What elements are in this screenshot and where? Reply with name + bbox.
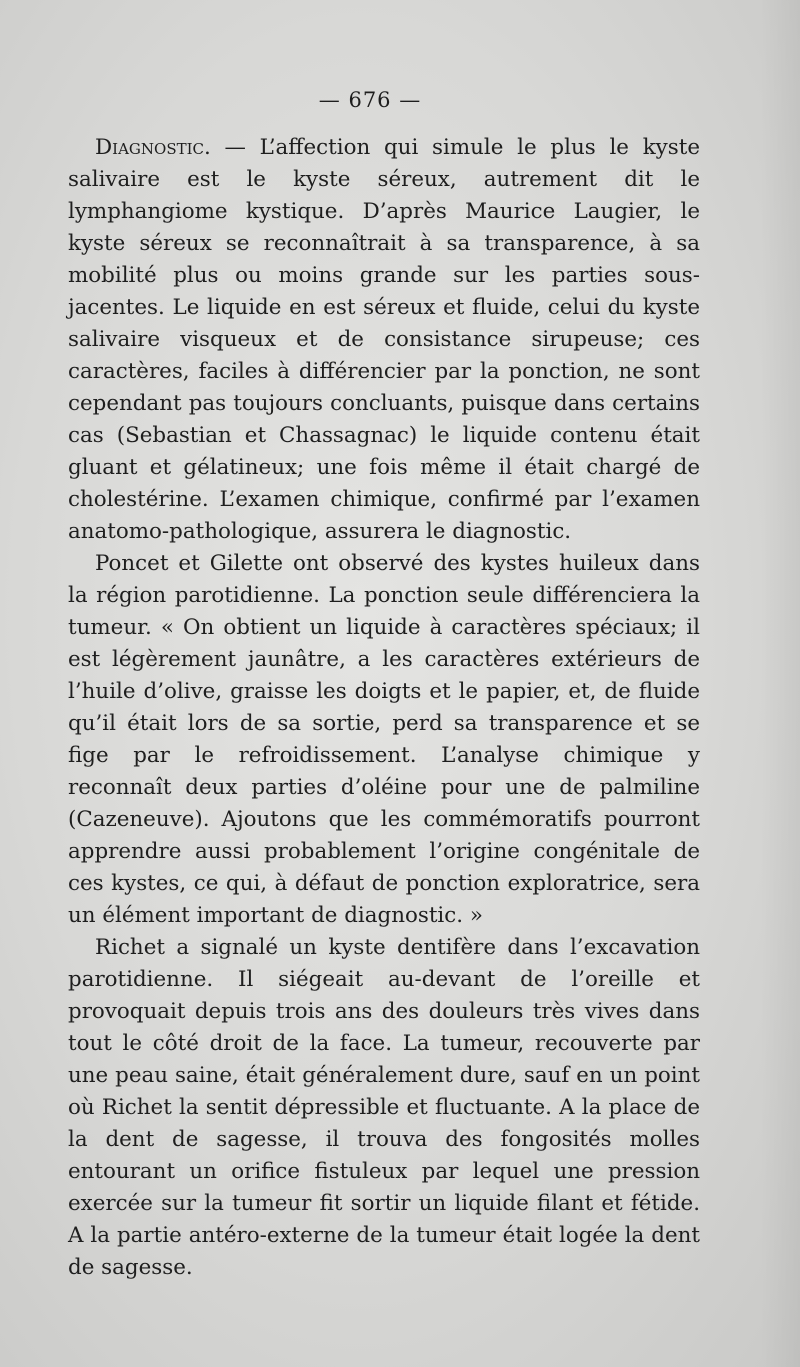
paragraph-kyste-dentifere: Richet a signalé un kyste dentifère dans l’excavation parotidienne. Il siégeait au-devant de l’oreille et provoquait depuis trois ans des douleurs très vives dans tout le côté droit de la face. La tumeur, recouverte par une peau saine, était généralement dure, sauf en un point où Richet la sentit dépressible et fluctuante. A la place de la dent de sagesse, il trouva des fongosités molles entourant un orifice fistuleux par lequel une pression exercée sur la tumeur fit sortir un liquide filant et fétide. A la partie antéro-externe de la tumeur était logée la dent de sagesse. xyxy=(68,935,700,1280)
paragraph-diagnostic xyxy=(68,132,700,548)
page-edge-shadow xyxy=(760,0,800,1367)
paragraph-kystes-huileux: Poncet et Gilette ont observé des kystes huileux dans la région parotidienne. La ponction seule différenciera la tumeur. « On obtient un liquide à caractères spéciaux; il est légèrement jaunâtre, a les caractères extérieurs de l’huile d’olive, graisse les doigts et le papier, et, de fluide qu’il était lors de sa sortie, perd sa transparence et se fige par le refroidissement. L’analyse chimique y reconnaît deux parties d’oléine pour une de palmiline (Cazeneuve). Ajoutons que les commémoratifs pourront apprendre aussi probablement l’origine congénitale de ces kystes, ce qui, à défaut de ponction exploratrice, sera un élément important de diagnostic. » xyxy=(68,551,700,928)
page-number: — 676 — xyxy=(318,88,422,112)
body-text xyxy=(68,132,700,1284)
paragraph-text: — L’affection qui simule le plus le kyste salivaire est le kyste séreux, autrement dit le lymphangiome kystique. D’après Maurice Laugier, le kyste séreux se reconnaîtrait à sa transparence, à sa mobilité plus ou moins grande sur les parties sous-jacentes. Le liquide en est séreux et fluide, celui du kyste salivaire visqueux et de consistance sirupeuse; ces caractères, faciles à différencier par la ponction, ne sont cependant pas toujours concluants, puisque dans certains cas (Sebastian et Chassagnac) le liquide contenu était gluant et gélatineux; une fois même il était chargé de cholestérine. L’examen chimique, confirmé par l’examen anatomo-pathologique, assurera le diagnostic. xyxy=(68,135,700,544)
section-heading: Diagnostic. xyxy=(95,135,211,160)
